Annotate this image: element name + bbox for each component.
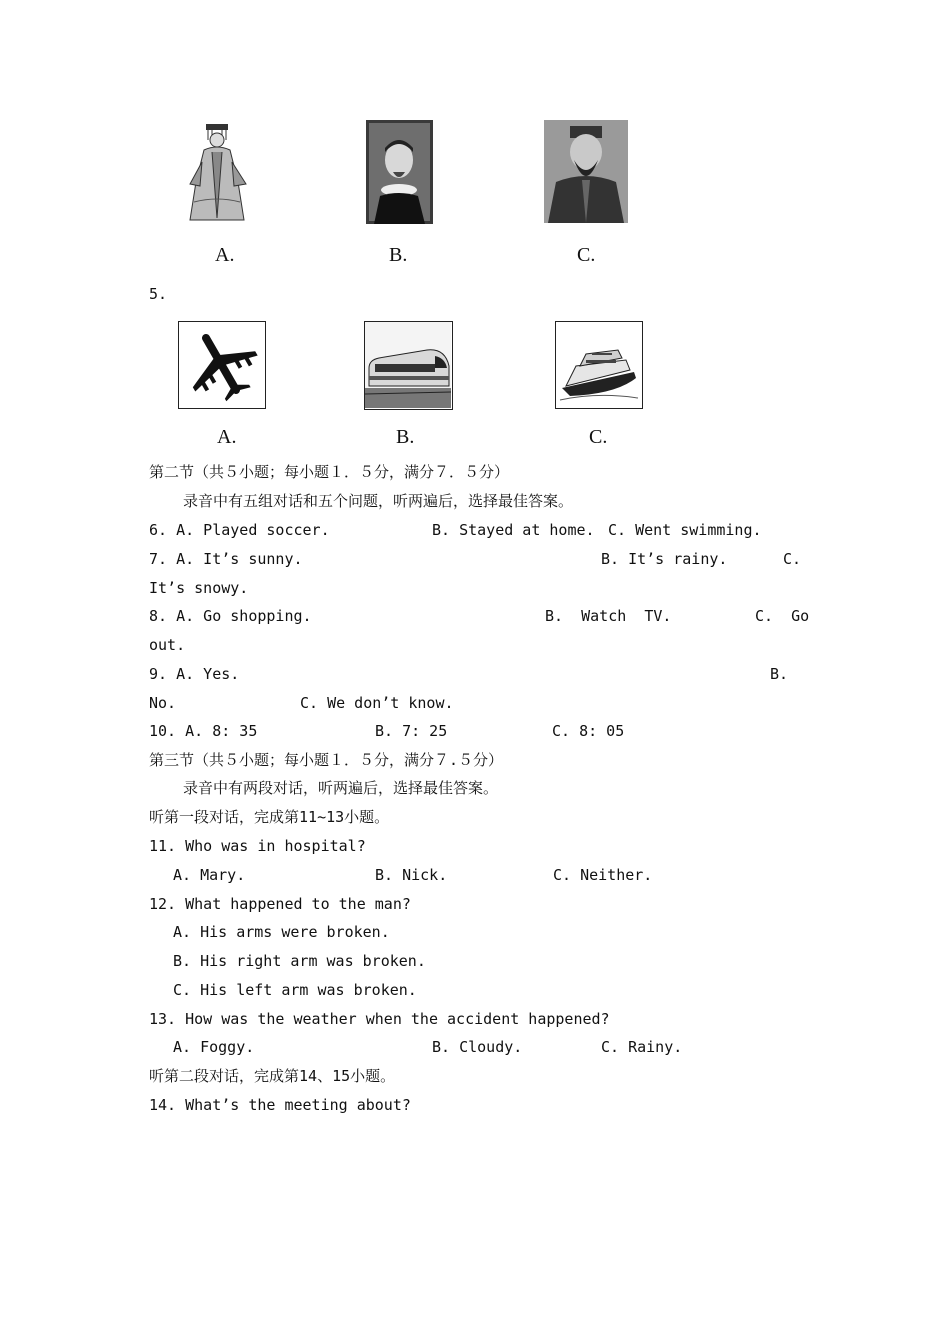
option-b-picture [366, 120, 433, 224]
option-c-caption: C. [589, 426, 608, 448]
option-c-caption: C. [577, 244, 596, 266]
option-c-picture [544, 120, 628, 223]
option-a-caption: A. [215, 244, 235, 266]
q11-option-b: B. Nick. [375, 866, 448, 884]
section-instruction: 录音中有五组对话和五个问题，听两遍后，选择最佳答案。 [183, 492, 574, 510]
option-b-caption: B. [396, 426, 415, 448]
q13-option-c: C. Rainy. [601, 1038, 683, 1056]
section-heading: 第二节（共５小题；每小题１．５分，满分７．５分） [149, 463, 510, 481]
question-number: 5. [149, 285, 168, 303]
confucius-portrait-icon [544, 120, 628, 223]
emperor-figure-icon [184, 122, 250, 226]
ship-icon [556, 322, 641, 407]
q8-option-b: B. Watch TV. [545, 607, 672, 625]
q10-option-a: 10. A. 8: 35 [149, 722, 258, 740]
q6-option-a: 6. A. Played soccer. [149, 521, 330, 539]
option-b-caption: B. [389, 244, 408, 266]
option-a-caption: A. [217, 426, 237, 448]
shakespeare-portrait-icon [366, 120, 433, 224]
q9-option-c: C. We don’t know. [300, 694, 454, 712]
q9-option-a: 9. A. Yes. [149, 665, 240, 683]
option-a-picture [178, 321, 266, 409]
q11-stem: 11. Who was in hospital? [149, 837, 366, 855]
q12-stem: 12. What happened to the man? [149, 895, 411, 913]
train-icon [365, 322, 451, 408]
q10-option-c: C. 8: 05 [552, 722, 625, 740]
q11-option-c: C. Neither. [553, 866, 653, 884]
q13-option-a: A. Foggy. [173, 1038, 255, 1056]
q6-option-b: B. Stayed at home. [432, 521, 595, 539]
q13-stem: 13. How was the weather when the accident happened? [149, 1010, 610, 1028]
q11-option-a: A. Mary. [173, 866, 246, 884]
q8-option-c-label: C. Go [755, 607, 810, 625]
option-b-picture [364, 321, 453, 410]
dialog-2-heading: 听第二段对话，完成第14、15小题。 [149, 1067, 396, 1085]
q14-stem: 14. What’s the meeting about? [149, 1096, 411, 1114]
q10-option-b: B. 7: 25 [375, 722, 448, 740]
section-instruction: 录音中有两段对话，听两遍后，选择最佳答案。 [183, 779, 499, 797]
q6-option-c: C. Went swimming. [608, 521, 762, 539]
dialog-1-heading: 听第一段对话，完成第11~13小题。 [149, 808, 390, 826]
q12-option-b: B. His right arm was broken. [173, 952, 426, 970]
q7-option-b: B. It’s rainy. [601, 550, 728, 568]
q7-option-a: 7. A. It’s sunny. [149, 550, 303, 568]
q7-option-c-label: C. [783, 550, 802, 568]
q8-option-c-text: out. [149, 636, 186, 654]
q12-option-a: A. His arms were broken. [173, 923, 390, 941]
q8-option-a: 8. A. Go shopping. [149, 607, 312, 625]
section-heading: 第三节（共５小题；每小题１．５分，满分７.５分） [149, 751, 504, 769]
q13-option-b: B. Cloudy. [432, 1038, 523, 1056]
option-a-picture [184, 122, 250, 226]
option-c-picture [555, 321, 643, 409]
q7-option-c-text: It’s snowy. [149, 579, 249, 597]
airplane-icon [179, 322, 264, 407]
q9-option-b-text: No. [149, 694, 177, 712]
q9-option-b-label: B. [770, 665, 789, 683]
q12-option-c: C. His left arm was broken. [173, 981, 417, 999]
